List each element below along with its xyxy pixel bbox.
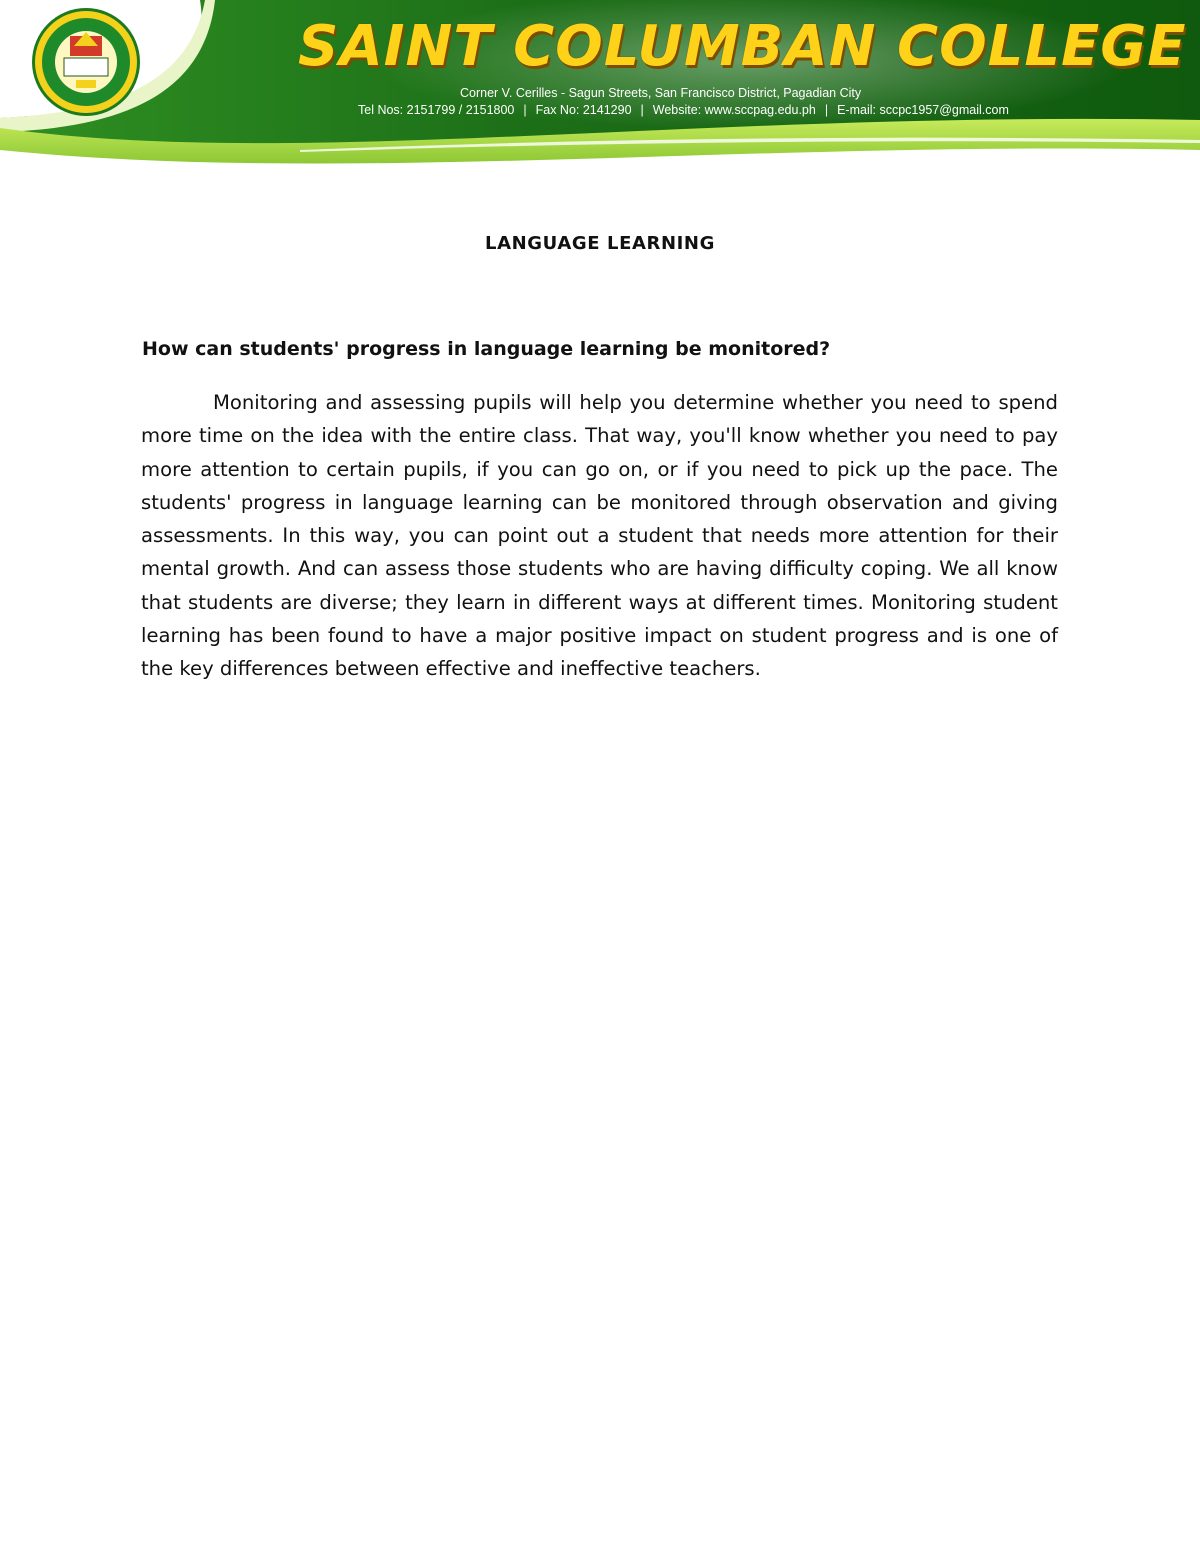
school-name: SAINT COLUMBAN COLLEGE — [298, 14, 1187, 79]
separator: | — [824, 103, 829, 117]
answer-paragraph: Monitoring and assessing pupils will help you determine whether you need to spend more time on the idea with the entire class. That way, you'll know whether you need to pay more attention to certain pupils, if you can go on, or if you need to pick up the pace. The students' progress in language learning can be monitored through observation and giving assessments. In this way, you can point out a student that needs more attention for their mental growth. And can assess those students who are having difficulty coping. We all know that students are diverse; they learn in different ways at different times. Monitoring student learning has been found to have a major positive impact on student progress and is one of the key differences between effective and ineffective teachers. — [141, 391, 1058, 681]
email-address: E-mail: sccpc1957@gmail.com — [837, 103, 1009, 117]
separator: | — [640, 103, 644, 117]
website: Website: www.sccpag.edu.ph — [652, 103, 816, 117]
document-title: LANGUAGE LEARNING — [485, 233, 715, 254]
letterhead-banner — [0, 0, 1200, 180]
contact-line — [358, 103, 1158, 117]
school-seal — [30, 6, 142, 118]
seal-emblem — [30, 6, 142, 118]
fax-number: Fax No: 2141290 — [535, 103, 632, 117]
school-address: Corner V. Cerilles - Sagun Streets, San Francisco District, Pagadian City — [460, 86, 862, 100]
question-heading: How can students' progress in language learning be monitored? — [142, 338, 831, 360]
telephone-numbers: Tel Nos: 2151799 / 2151800 — [358, 103, 515, 117]
separator: | — [523, 103, 527, 117]
